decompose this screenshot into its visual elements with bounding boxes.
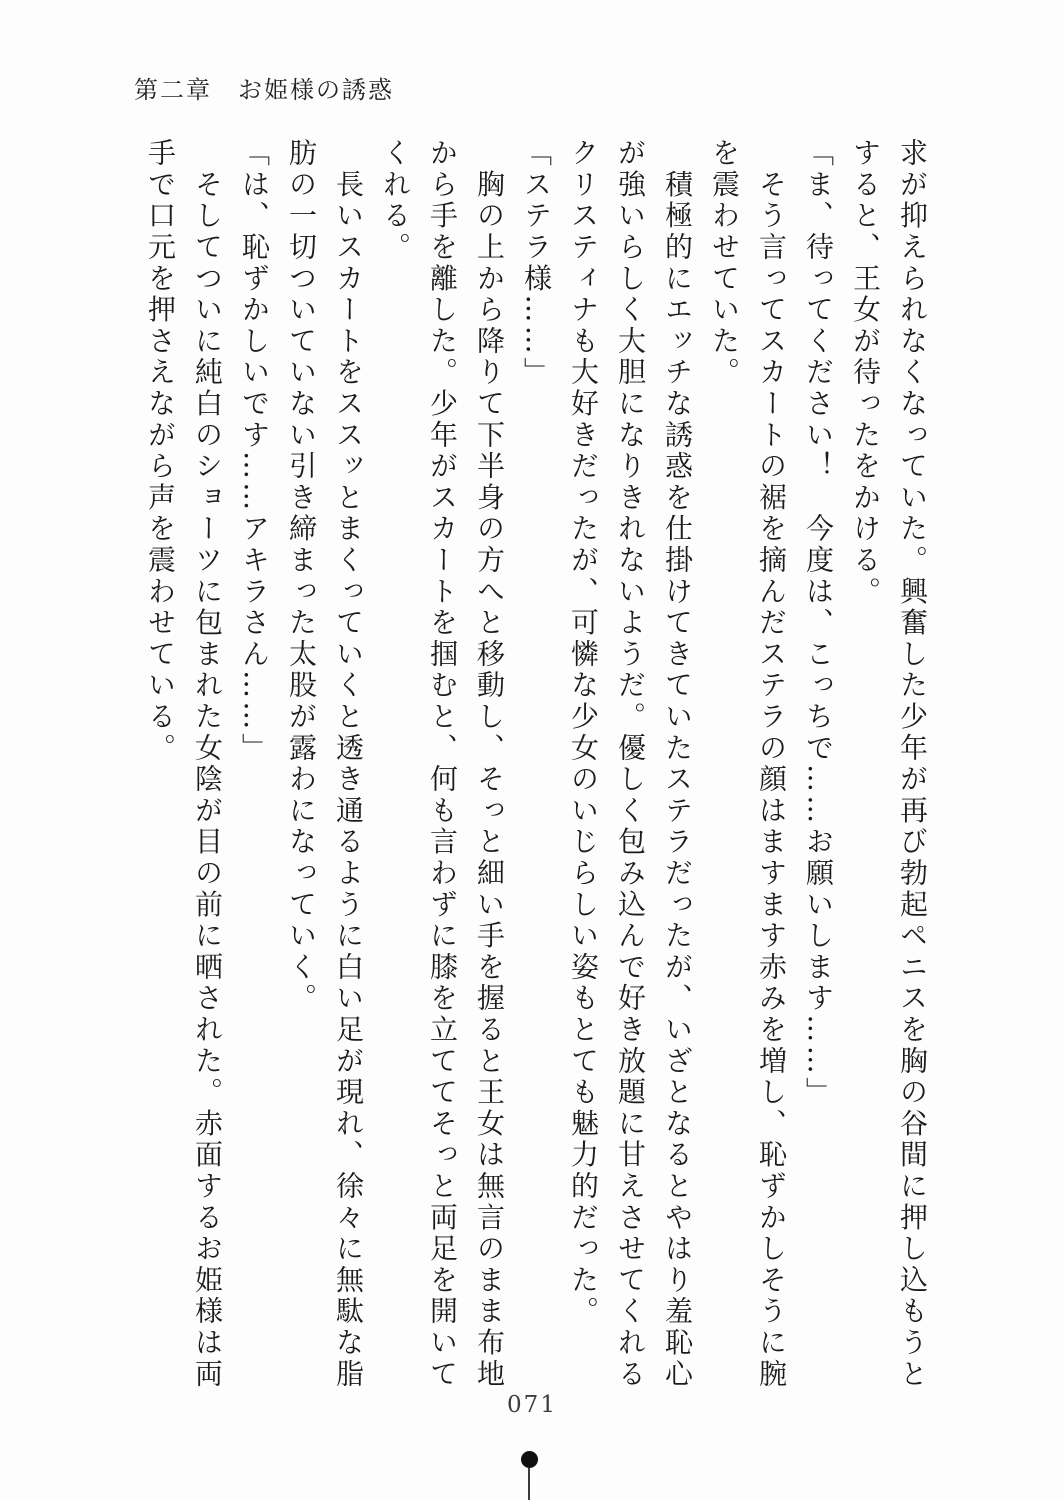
paragraph: 「ま、待ってください！ 今度は、こっちで……お願いします……」 (802, 138, 835, 1109)
paragraph: そしてついに純白のショーツに包まれた女陰が目の前に晒された。赤面するお姫様は両手で口元を押さえながら声を震わせている。 (144, 138, 224, 1390)
paragraph: 長いスカートをススッとまくっていくと透き通るように白い足が現れ、徐々に無駄な脂肪の一切ついていない引き締まった太股が露わになっていく。 (285, 138, 365, 1390)
bottom-marker-dot-icon (521, 1451, 538, 1468)
paragraph: 胸の上から降りて下半身の方へと移動し、そっと細い手を握ると王女は無言のまま布地から手を離した。少年がスカートを掴むと、何も言わずに膝を立ててそっと両足を開いてくれる。 (379, 138, 506, 1390)
paragraph: 求が抑えられなくなっていた。興奮した少年が再び勃起ペニスを胸の谷間に押し込もうとすると、王女が待ったをかける。 (849, 138, 929, 1390)
chapter-header: 第二章 お姫様の誘惑 (134, 76, 394, 104)
page-number: 071 (507, 1392, 557, 1418)
paragraph: 積極的にエッチな誘惑を仕掛けてきていたステラだったが、いざとなるとやはり羞恥心が強いらしく大胆になりきれないようだ。優しく包み込んで好き放題に甘えさせてくれるクリスティナも大好きだったが、可憐な少女のいじらしい姿もとても魅力的だった。 (567, 138, 694, 1390)
paragraph: 「ステラ様……」 (520, 138, 553, 389)
body-text (137, 138, 936, 1396)
bottom-marker-line (528, 1468, 530, 1500)
paragraph: 「は、恥ずかしいです……アキラさん……」 (238, 138, 271, 764)
paragraph: そう言ってスカートの裾を摘んだステラの顔はますます赤みを増し、恥ずかしそうに腕を震わせていた。 (708, 138, 788, 1390)
